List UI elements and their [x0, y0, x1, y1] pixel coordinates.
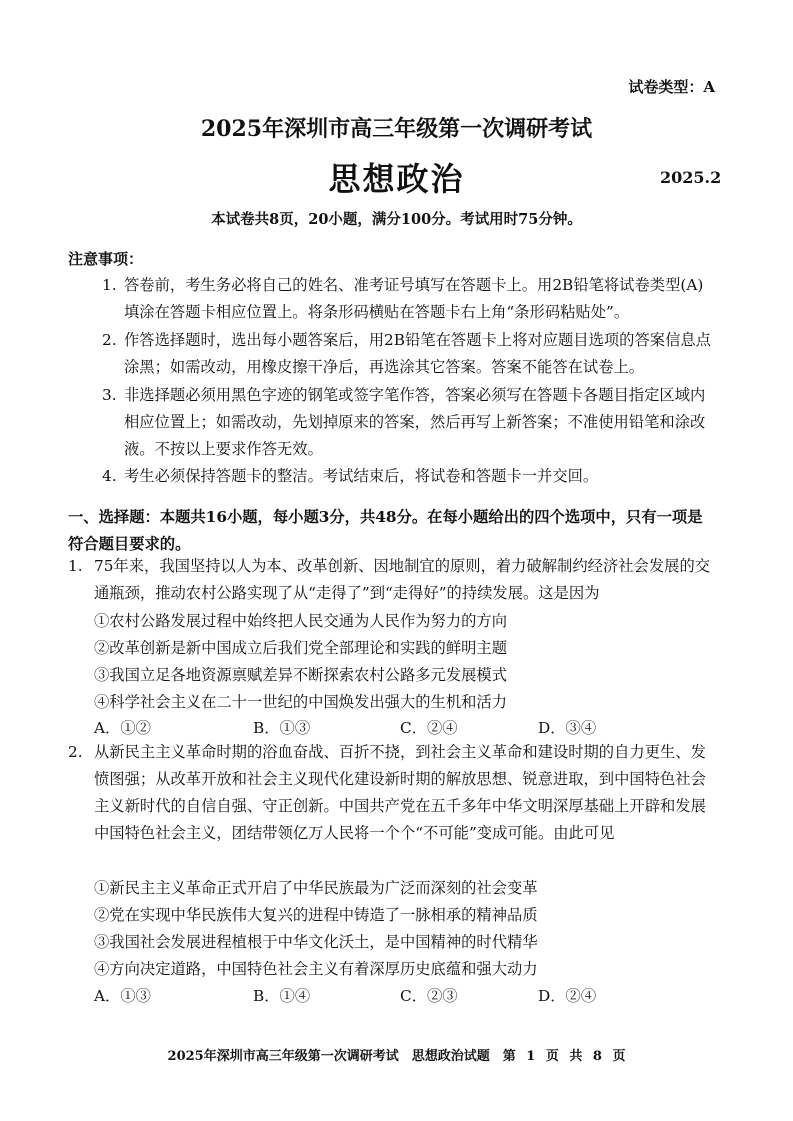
option-d: D．③④ — [538, 719, 597, 737]
question-number: 2. — [68, 743, 83, 761]
note-text: 答卷前，考生务必将自己的姓名、准考证号填写在答题卡上。用2B铅笔将试卷类型(A)填涂在答题卡相应位置上。将条形码横贴在答题卡右上角“条形码粘贴处”。 — [124, 276, 704, 321]
paper-type: 试卷类型：A — [628, 78, 715, 96]
question-text: 从新民主主义革命时期的浴血奋战、百折不挠，到社会主义革命和建设时期的自力更生、发愤图强；从改革开放和社会主义现代化建设新时期的解放思想、锐意进取，到中国特色社会主义新时代的自信自强、守正创新。中国共产党在五千多年中华文明深厚基础上开辟和发展中国特色社会主义，团结带领亿万人民将一个个“不可能”变成可能。由此可见 — [94, 743, 706, 842]
note-number: 3. — [102, 386, 117, 404]
option-b: B．①③ — [253, 719, 311, 737]
option-a: A．①② — [94, 719, 151, 737]
note-number: 2. — [102, 331, 117, 349]
statement: ④方向决定道路，中国特色社会主义有着深厚历史底蕴和强大动力 — [94, 960, 538, 978]
note-item — [102, 327, 712, 381]
statement: ③我国立足各地资源禀赋差异不断探索农村公路多元发展模式 — [94, 666, 508, 684]
statement: ②改革创新是新中国成立后我们党全部理论和实践的鲜明主题 — [94, 639, 508, 657]
statement: ③我国社会发展进程植根于中华文化沃土，是中国精神的时代精华 — [94, 933, 538, 951]
statement: ①农村公路发展过程中始终把人民交通为人民作为努力的方向 — [94, 612, 508, 630]
question-number: 1. — [68, 557, 83, 575]
note-text: 作答选择题时，选出每小题答案后，用2B铅笔在答题卡上将对应题目选项的答案信息点涂黑；如需改动，用橡皮擦干净后，再选涂其它答案。答案不能答在试卷上。 — [124, 331, 711, 376]
question-stem — [68, 553, 718, 607]
exam-title: 2025年深圳市高三年级第一次调研考试 — [200, 116, 593, 142]
question-text: 75年来，我国坚持以人为本、改革创新、因地制宜的原则，着力破解制约经济社会发展的交通瓶颈，推动农村公路实现了从“走得了”到“走得好”的持续发展。这是因为 — [94, 557, 711, 602]
note-item — [102, 463, 712, 490]
notes-heading: 注意事项： — [68, 250, 144, 268]
note-number: 1. — [102, 276, 117, 294]
note-item — [102, 272, 712, 326]
option-c: C．②③ — [400, 987, 458, 1005]
statement: ④科学社会主义在二十一世纪的中国焕发出强大的生机和活力 — [94, 693, 508, 711]
exam-date: 2025.2 — [660, 168, 722, 187]
statement: ①新民主主义革命正式开启了中华民族最为广泛而深刻的社会变革 — [94, 879, 538, 897]
page-footer: 2025年深圳市高三年级第一次调研考试 思想政治试题 第 1 页 共 8 页 — [167, 1049, 626, 1064]
note-number: 4. — [102, 467, 117, 485]
option-a: A．①③ — [94, 987, 151, 1005]
note-text: 非选择题必须用黑色字迹的钢笔或签字笔作答，答案必须写在答题卡各题目指定区域内相应位置上；如需改动，先划掉原来的答案，然后再写上新答案；不准使用铅笔和涂改液。不按以上要求作答无效。 — [124, 386, 706, 458]
subject-title: 思想政治 — [328, 160, 465, 198]
section-heading: 一、选择题：本题共16小题，每小题3分，共48分。在每小题给出的四个选项中，只有一项是符合题目要求的。 — [68, 508, 703, 553]
statement: ②党在实现中华民族伟大复兴的进程中铸造了一脉相承的精神品质 — [94, 906, 538, 924]
exam-info: 本试卷共8页，20小题，满分100分。考试用时75分钟。 — [211, 211, 582, 228]
option-b: B．①④ — [253, 987, 311, 1005]
option-c: C．②④ — [400, 719, 458, 737]
option-d: D．②④ — [538, 987, 597, 1005]
note-item — [102, 382, 712, 463]
question-stem — [68, 739, 718, 847]
note-text: 考生必须保持答题卡的整洁。考试结束后，将试卷和答题卡一并交回。 — [124, 467, 599, 485]
